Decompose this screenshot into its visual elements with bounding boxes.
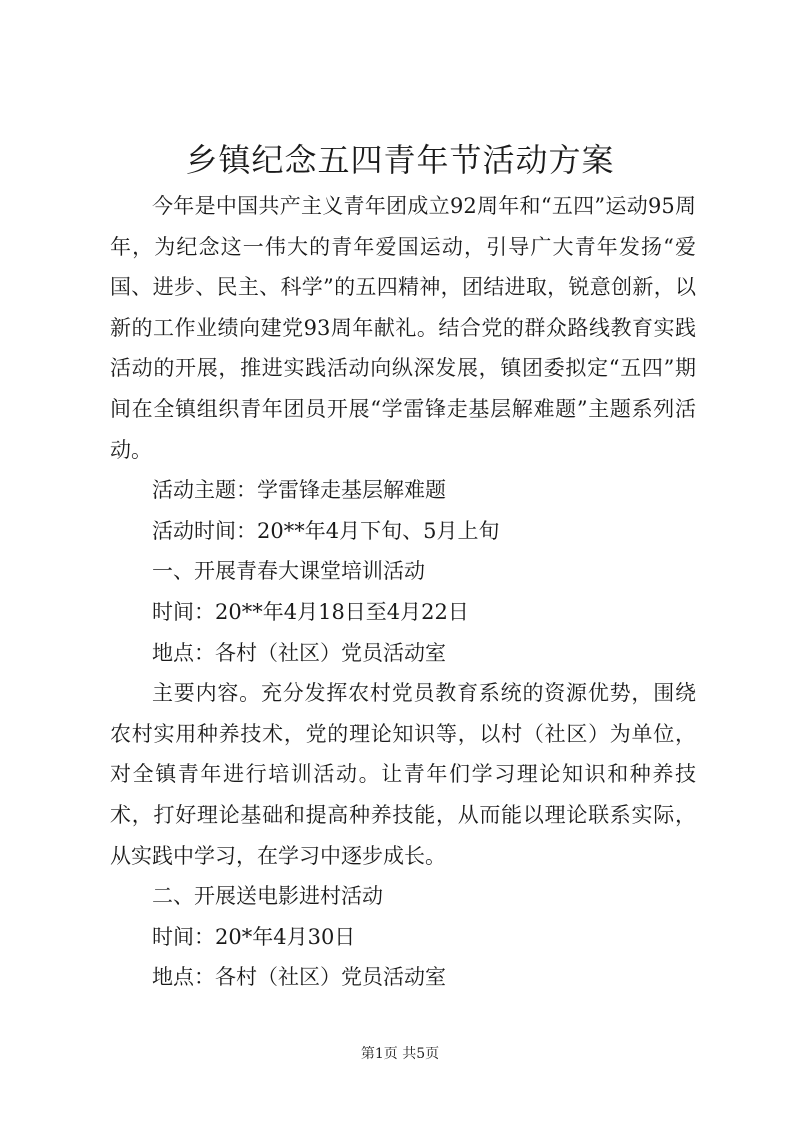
document-body	[110, 186, 696, 998]
section-2-location: 地点：各村（社区）党员活动室	[152, 965, 446, 990]
page-footer: 第1页 共5页	[360, 1046, 440, 1062]
section-1-content: 主要内容。充分发挥农村党员教育系统的资源优势，围绕农村实用种养技术，党的理论知识等，以村（社区）为单位，对全镇青年进行培训活动。让青年们学习理论知识和种养技术，打好理论基础和提高种养技能，从而能以理论联系实际，从实践中学习，在学习中逐步成长。	[110, 681, 696, 868]
section-heading-1: 一、开展青春大课堂培训活动	[152, 559, 425, 584]
intro-paragraph: 今年是中国共产主义青年团成立92周年和“五四”运动95周年，为纪念这一伟大的青年爱国运动，引导广大青年发扬“爱国、进步、民主、科学”的五四精神，团结进取，锐意创新，以新的工作业绩向建党93周年献礼。结合党的群众路线教育实践活动的开展，推进实践活动向纵深发展，镇团委拟定“五四”期间在全镇组织青年团员开展“学雷锋走基层解难题”主题系列活动。	[110, 194, 696, 462]
page-title: 乡镇纪念五四青年节活动方案	[185, 141, 615, 179]
activity-theme-line: 活动主题：学雷锋走基层解难题	[152, 478, 446, 503]
section-1-location: 地点：各村（社区）党员活动室	[152, 640, 446, 665]
activity-time-line: 活动时间：20**年4月下旬、5月上旬	[152, 518, 500, 543]
section-heading-2: 二、开展送电影进村活动	[152, 884, 383, 909]
section-1-time: 时间：20**年4月18日至4月22日	[152, 599, 469, 624]
section-2-time: 时间：20*年4月30日	[152, 924, 356, 949]
